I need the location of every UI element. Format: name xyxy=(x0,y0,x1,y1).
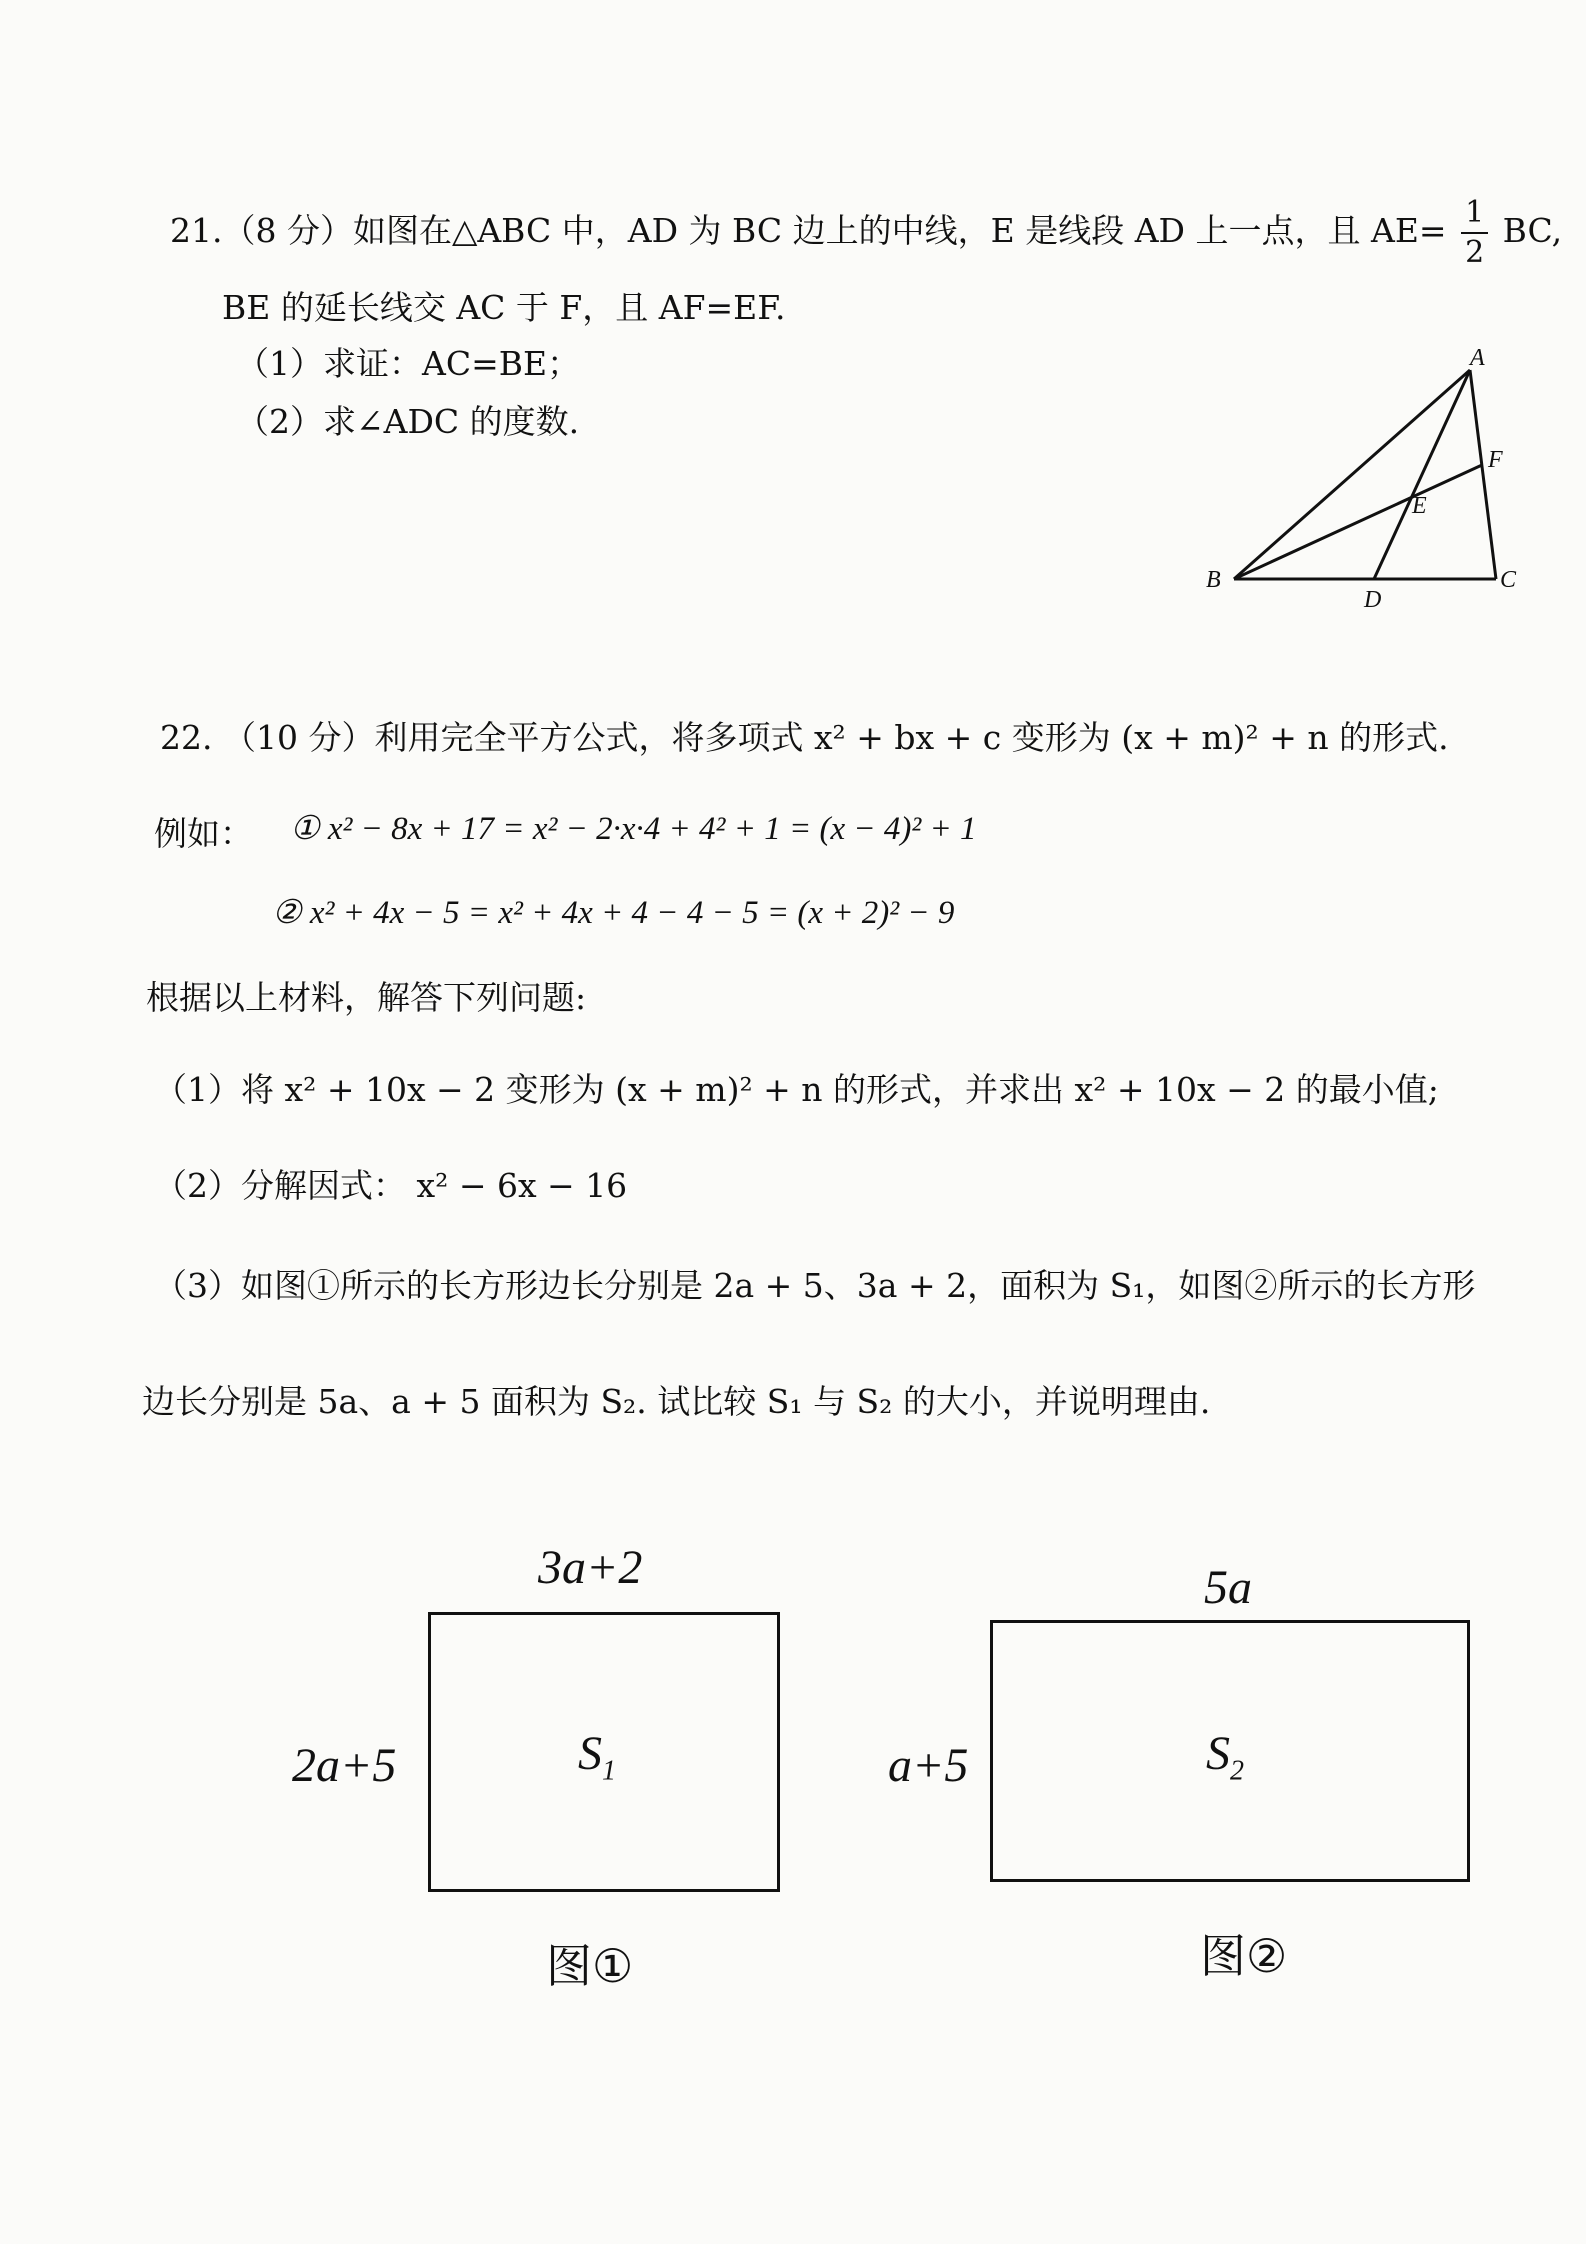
label-b: B xyxy=(1206,567,1221,593)
fig1-area-symbol: S xyxy=(578,1727,602,1780)
q21-fraction-denominator: 2 xyxy=(1465,235,1485,270)
fig1-caption: 图① xyxy=(546,1939,634,1993)
fig1-area-subscript: 1 xyxy=(602,1755,616,1787)
label-a: A xyxy=(1470,345,1485,371)
q21-fraction-numerator: 1 xyxy=(1461,198,1488,234)
q21-fraction xyxy=(1461,195,1488,270)
fig1-top-label: 3a+2 xyxy=(538,1541,643,1594)
q22-intro: 根据以上材料，解答下列问题: xyxy=(146,978,587,1017)
fig1-left-label: 2a+5 xyxy=(292,1739,397,1792)
fig2-top-label: 5a xyxy=(1204,1561,1252,1614)
fig2-area-label xyxy=(1206,1726,1244,1788)
side-ac xyxy=(1470,370,1496,579)
q22-part1: （1）将 x² + 10x − 2 变形为 (x + m)² + n 的形式，并求出 x² + 10x − 2 的最小值; xyxy=(154,1070,1439,1109)
label-f: F xyxy=(1488,447,1503,473)
fig2-left-label: a+5 xyxy=(888,1739,969,1792)
label-d: D xyxy=(1364,587,1382,613)
fig1-area-label xyxy=(578,1726,616,1788)
q22-example-label: 例如： xyxy=(154,814,253,853)
q21-triangle-figure xyxy=(1180,345,1540,615)
q21-head: 21.（8 分）如图在△ABC 中，AD 为 BC 边上的中线，E 是线段 AD 上一点，且 AE= xyxy=(170,211,1447,250)
median-ad xyxy=(1374,370,1470,579)
q22-example-2: ② x² + 4x − 5 = x² + 4x + 4 − 4 − 5 = (x + 2)² − 9 xyxy=(272,895,955,931)
side-ab xyxy=(1234,370,1470,579)
q21-part2: （2）求∠ADC 的度数. xyxy=(236,402,580,441)
fig2-area-subscript: 2 xyxy=(1230,1755,1244,1787)
q22-head: 22. （10 分）利用完全平方公式，将多项式 x² + bx + c 变形为 (x + m)² + n 的形式. xyxy=(160,718,1449,757)
q22-part3-line2: 边长分别是 5a、a + 5 面积为 S₂. 试比较 S₁ 与 S₂ 的大小，并说明理由. xyxy=(142,1382,1211,1421)
q22-part3-line1: （3）如图①所示的长方形边长分别是 2a + 5、3a + 2，面积为 S₁，如图②所示的长方形 xyxy=(154,1266,1476,1305)
segment-bf xyxy=(1234,465,1482,579)
q22-part2: （2）分解因式： x² − 6x − 16 xyxy=(154,1166,628,1205)
q21-stem-line2: BE 的延长线交 AC 于 F，且 AF=EF. xyxy=(222,288,786,327)
label-e: E xyxy=(1412,493,1427,519)
fig2-caption: 图② xyxy=(1200,1929,1288,1983)
fig2-area-symbol: S xyxy=(1206,1727,1230,1780)
q22-example-1: ① x² − 8x + 17 = x² − 2·x·4 + 4² + 1 = (x − 4)² + 1 xyxy=(290,811,977,847)
label-c: C xyxy=(1500,567,1517,593)
q21-head-tail: BC, xyxy=(1502,211,1563,250)
q21-part1: （1）求证：AC=BE； xyxy=(236,344,581,383)
q21-stem-line1 xyxy=(170,195,1563,270)
